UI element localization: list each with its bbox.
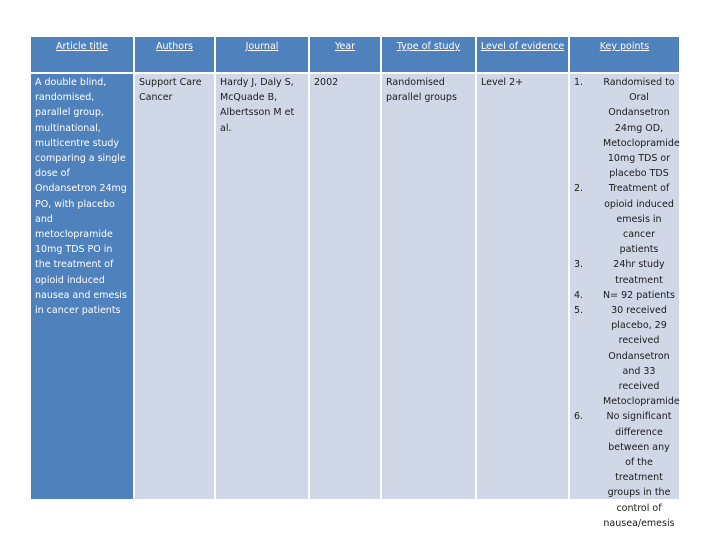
header-article-title: Article title — [31, 37, 133, 72]
header-type-of-study: Type of study — [382, 37, 475, 72]
key-point-number: 3. — [574, 259, 584, 271]
key-point-item — [574, 288, 675, 303]
key-points-list — [574, 75, 680, 531]
cell-type-of-study — [382, 74, 475, 499]
key-point-number: 6. — [574, 411, 584, 423]
type-of-study-text: Randomised parallel groups — [386, 77, 457, 104]
header-year: Year — [310, 37, 380, 72]
header-authors: Authors — [135, 37, 214, 72]
authors-text: Support Care Cancer — [139, 77, 202, 104]
journal-text: Hardy J, Daly S, McQuade B, Albertsson M et al. — [220, 77, 295, 134]
key-point-text: Treatment of opioid induced emesis in cancer patients — [604, 183, 674, 256]
key-point-number: 4. — [574, 289, 584, 301]
key-point-item — [574, 181, 675, 257]
evidence-table — [31, 37, 680, 529]
cell-article-title — [31, 74, 133, 499]
key-point-text: N= 92 patients — [603, 289, 675, 301]
key-point-number: 2. — [574, 183, 584, 195]
level-of-evidence-text: Level 2+ — [481, 77, 524, 88]
article-title-text: A double blind, randomised, parallel group, multinational, multicentre study comparing a single dose of Ondansetron 24mg PO, with placebo and metoclopramide 10mg TDS PO in the treatment of opioid induced nausea and emesis in cancer patients — [35, 77, 127, 317]
cell-level-of-evidence — [477, 74, 568, 499]
cell-year — [310, 74, 380, 499]
key-point-text: Randomised to Oral Ondansetron 24mg OD, Metoclopramide 10mg TDS or placebo TDS — [603, 77, 680, 180]
cell-authors — [135, 74, 214, 499]
key-point-text: 30 received placebo, 29 received Ondansetron and 33 received Metoclopramide — [603, 305, 680, 408]
year-text: 2002 — [314, 77, 339, 88]
key-point-item — [574, 303, 680, 409]
key-point-item — [574, 75, 680, 181]
header-level-of-evidence: Level of evidence — [477, 37, 568, 72]
key-point-item — [574, 257, 675, 287]
cell-journal — [216, 74, 308, 499]
header-journal: Journal — [216, 37, 308, 72]
key-point-item — [574, 409, 675, 531]
key-point-number: 5. — [574, 305, 584, 317]
key-point-text: 24hr study treatment — [613, 259, 665, 286]
cell-key-points — [570, 74, 680, 529]
header-key-points: Key points — [570, 37, 679, 72]
key-point-number: 1. — [574, 77, 584, 88]
key-point-text: No significant difference between any of the treatment groups in the control of nausea/emesis — [603, 411, 675, 529]
